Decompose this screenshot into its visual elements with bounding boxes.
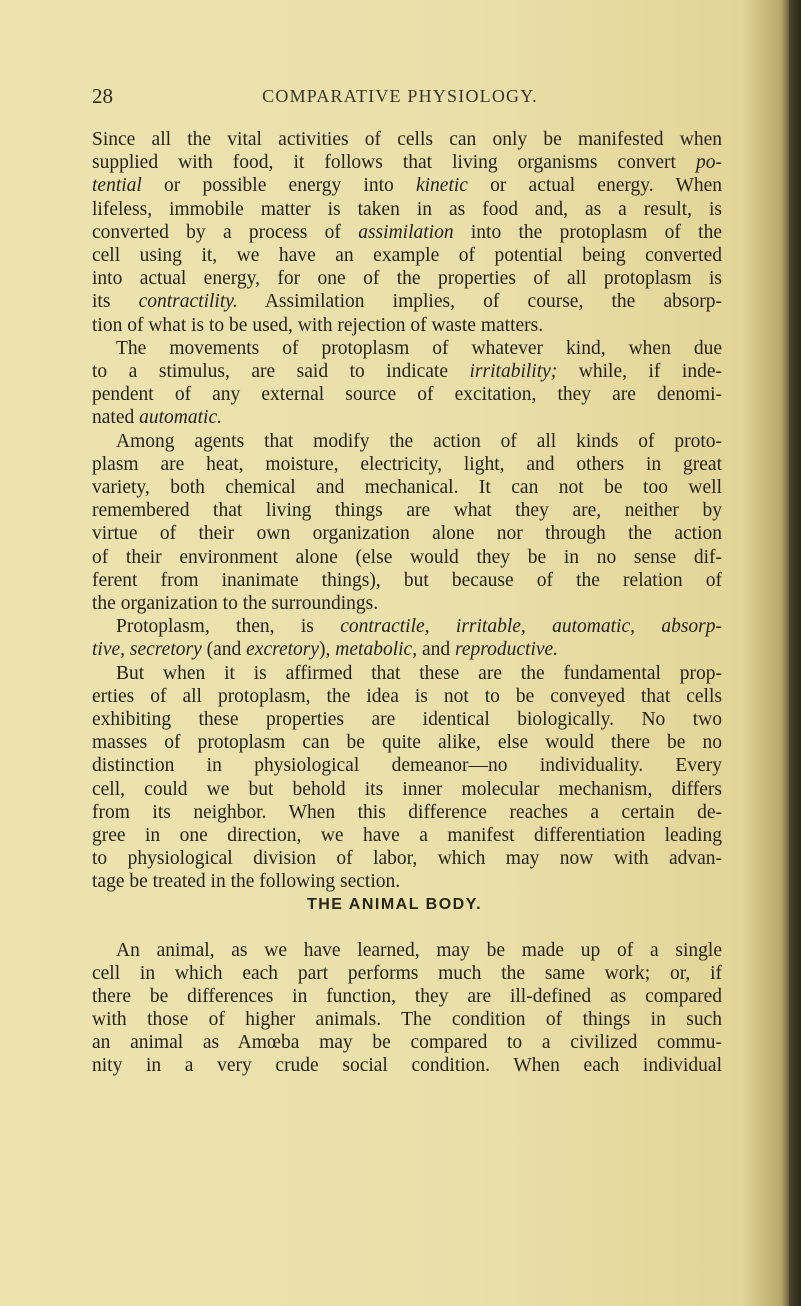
- text-line: [92, 871, 722, 893]
- text-line: [92, 477, 722, 499]
- text-line: [92, 963, 722, 985]
- text-segment: an animal as Amœba may be compared to a civilized commu-: [92, 1032, 722, 1053]
- italic-text: tential: [92, 175, 142, 197]
- text-line: [92, 686, 722, 708]
- text-segment: nity in a very crude social condition. When each individual: [92, 1055, 722, 1076]
- italic-text: excretory: [246, 639, 320, 661]
- text-line: [92, 268, 722, 290]
- text-line: [92, 547, 722, 569]
- text-line: [92, 825, 722, 847]
- text-line: [92, 129, 722, 151]
- text-segment: remembered that living things are what they are, neither by: [92, 500, 722, 522]
- text-segment: exhibiting these properties are identical biologically. No two: [92, 709, 722, 730]
- section-heading: THE ANIMAL BODY.: [306, 896, 483, 913]
- italic-text: tive, secretory: [92, 639, 202, 661]
- text-line: [92, 593, 722, 615]
- text-segment: while, if inde-: [557, 361, 722, 382]
- book-edge: [789, 0, 801, 1306]
- text-segment: distinction in physiological demeanor—no individuality. Every: [92, 755, 722, 777]
- text-segment: or actual energy. When: [467, 175, 722, 197]
- italic-text: irritability;: [469, 361, 558, 382]
- text-segment: (and: [201, 639, 247, 661]
- text-line: [92, 500, 722, 522]
- text-segment: cell, could we but behold its inner molecular mechanism, differs: [92, 778, 722, 800]
- text-segment: virtue of their own organization alone nor through the action: [92, 523, 722, 545]
- text-line: [92, 663, 722, 685]
- text-line: [92, 338, 722, 360]
- text-segment: or possible energy into: [141, 175, 416, 197]
- text-segment: the organization to the surroundings.: [92, 593, 379, 614]
- text-segment: from its neighbor. When this difference reaches a certain de-: [92, 801, 722, 823]
- text-segment: The movements of protoplasm of whatever kind, when due: [116, 337, 722, 359]
- text-line: [92, 755, 722, 777]
- italic-text: contractile, irritable, automatic, absorp-: [340, 616, 722, 638]
- text-segment: cell in which each part performs much the same work; or, if: [92, 963, 722, 984]
- text-segment: supplied with food, it follows that living organisms convert: [92, 152, 696, 174]
- text-segment: nated: [92, 407, 140, 429]
- text-segment: pendent of any external source of excitation, they are denomi-: [92, 384, 722, 406]
- text-segment: ),: [319, 639, 336, 661]
- text-segment: there be differences in function, they are ill-defined as compared: [92, 986, 722, 1007]
- text-line: [92, 361, 722, 383]
- italic-text: kinetic: [415, 175, 468, 197]
- text-segment: its: [92, 291, 139, 313]
- text-line: [92, 779, 722, 801]
- italic-text: metabolic,: [335, 639, 418, 661]
- text-segment: lifeless, immobile matter is taken in as food and, as a result, is: [92, 198, 722, 220]
- text-segment: But when it is affirmed that these are the fundamental prop-: [116, 662, 722, 684]
- text-line: [92, 709, 722, 731]
- text-segment: Among agents that modify the action of all kinds of proto-: [116, 430, 722, 452]
- text-segment: Protoplasm, then, is: [116, 616, 341, 638]
- text-segment: converted by a process of: [92, 221, 359, 243]
- text-line: [92, 1032, 722, 1054]
- text-segment: to physiological division of labor, which may now with advan-: [92, 848, 722, 870]
- text-line: [92, 848, 722, 870]
- text-line: [92, 1009, 722, 1031]
- text-line: [92, 1055, 722, 1077]
- text-line: [92, 454, 722, 476]
- text-segment: cell using it, we have an example of potential being converted: [92, 245, 722, 266]
- running-title: COMPARATIVE PHYSIOLOGY.: [262, 86, 538, 106]
- text-segment: variety, both chemical and mechanical. It can not be too well: [92, 477, 722, 498]
- text-line: [92, 523, 722, 545]
- text-line: [92, 245, 722, 267]
- text-segment: ferent from inanimate things), but because of the relation of: [92, 569, 722, 591]
- text-line: [92, 802, 722, 824]
- text-line: [92, 639, 722, 661]
- text-line: [92, 291, 722, 313]
- text-segment: gree in one direction, we have a manifest differentiation leading: [92, 825, 722, 846]
- text-segment: to a stimulus, are said to indicate: [92, 361, 470, 382]
- italic-text: assimilation: [358, 221, 454, 243]
- text-line: [92, 570, 722, 592]
- text-line: [92, 315, 722, 337]
- text-line: [92, 407, 722, 429]
- text-segment: erties of all protoplasm, the idea is not to be conveyed that cells: [92, 685, 722, 707]
- italic-text: contractility.: [138, 291, 238, 313]
- italic-text: reproductive.: [454, 639, 559, 661]
- text-line: [92, 616, 722, 638]
- text-line: [92, 940, 722, 962]
- text-segment: An animal, as we have learned, may be made up of a single: [116, 940, 722, 961]
- text-segment: into the protoplasm of the: [453, 221, 722, 243]
- text-segment: Since all the vital activities of cells can only be manifested when: [92, 129, 722, 150]
- text-segment: and: [417, 639, 455, 661]
- text-segment: with those of higher animals. The condition of things in such: [92, 1009, 722, 1030]
- page-number: 28: [92, 84, 113, 108]
- text-segment: plasm are heat, moisture, electricity, light, and others in great: [92, 453, 722, 475]
- text-line: [92, 986, 722, 1008]
- text-line: [92, 732, 722, 754]
- text-line: [92, 175, 722, 197]
- text-line: [92, 199, 722, 221]
- text-line: [92, 431, 722, 453]
- text-segment: of their environment alone (else would they be in no sense dif-: [92, 546, 722, 568]
- text-line: [92, 152, 722, 174]
- text-segment: tion of what is to be used, with rejection of waste matters.: [92, 314, 544, 336]
- text-line: [92, 222, 722, 244]
- text-segment: Assimilation implies, of course, the absorp-: [237, 291, 722, 313]
- text-segment: tage be treated in the following section.: [92, 871, 401, 893]
- italic-text: po-: [696, 152, 722, 174]
- text-line: [92, 384, 722, 406]
- text-segment: into actual energy, for one of the properties of all protoplasm is: [92, 268, 722, 290]
- italic-text: automatic.: [139, 407, 222, 429]
- text-segment: masses of protoplasm can be quite alike, else would there be no: [92, 732, 722, 754]
